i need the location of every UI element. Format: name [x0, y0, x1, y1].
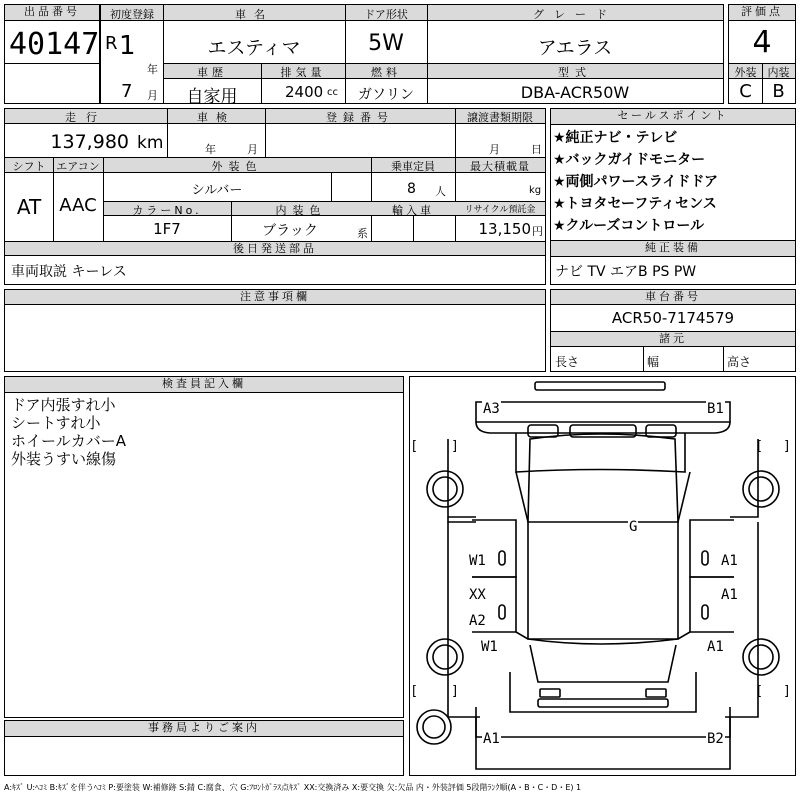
exterior-label: 外装: [734, 66, 757, 79]
sales-point-item: ★純正ナビ・テレビ: [553, 130, 678, 146]
inspector-note: ドア内張すれ小: [11, 396, 116, 414]
chassis-number: ACR50-7174579: [611, 309, 735, 327]
interior-label: 内装: [767, 66, 790, 79]
length-label: 長さ: [555, 355, 580, 369]
chassis-block: [550, 289, 796, 372]
int-color-label: 内装色: [275, 204, 327, 217]
car-name-label: 車名: [235, 8, 273, 21]
capacity-label: 乗車定員: [391, 160, 435, 173]
grade: アエラス: [537, 37, 613, 59]
first-reg-label: 初度登録: [110, 8, 154, 21]
score: 4: [752, 25, 772, 60]
capacity: 8: [407, 181, 416, 197]
sales-point-item: ★バックガイドモニター: [553, 152, 706, 168]
month-unit: 月: [147, 89, 158, 102]
insp-year-unit: 年: [205, 143, 216, 156]
recycle-unit: 円: [532, 225, 543, 238]
damage-mark: XX: [469, 587, 486, 603]
bracket-left-bottom-r: [: [757, 684, 763, 699]
inspector-label: 検査員記入欄: [5, 377, 403, 393]
damage-mark: W1: [481, 639, 498, 655]
inspector-note: 外装うすい線傷: [11, 450, 117, 468]
mileage: 137,980: [50, 131, 129, 153]
damage-mark: B1: [707, 401, 724, 417]
sales-point-item: ★トヨタセーフティセンス: [553, 196, 717, 212]
history: 自家用: [186, 87, 238, 107]
lot-info-block: [4, 4, 100, 104]
genuine-equipment-text: ナビ TV エアB PS PW: [555, 264, 697, 280]
sales-points-label: セールスポイント: [551, 109, 795, 125]
later-parts-label: 後日発送部品: [5, 242, 545, 256]
car-outline-diagram: [410, 377, 795, 775]
notes-block: [4, 289, 546, 372]
transfer-label: 譲渡書類期限: [467, 111, 533, 124]
recycle-label: リサイクル預託金: [464, 205, 536, 215]
lot-number: 40147: [9, 27, 100, 62]
grade-label: グレード: [533, 8, 617, 21]
damage-mark: A1: [721, 553, 738, 569]
color-no-label: カラーNo.: [132, 204, 202, 217]
damage-mark: B2: [707, 731, 724, 747]
damage-mark: A1: [483, 731, 500, 747]
damage-mark: G: [629, 519, 638, 535]
recycle-fee: 13,150: [478, 220, 531, 238]
score-label: 評価点: [729, 5, 795, 21]
notes-label: 注意事項欄: [5, 290, 545, 305]
damage-mark: A3: [483, 401, 500, 417]
color-no: 1F7: [153, 220, 181, 238]
sales-point-item: ★両側パワースライドドア: [553, 174, 719, 190]
damage-mark: A1: [707, 639, 724, 655]
shift-type: AT: [16, 195, 42, 219]
mileage-unit: km: [137, 133, 164, 153]
inspector-note: ホイールカバーA: [11, 432, 126, 450]
displacement-label: 排気量: [280, 66, 326, 79]
genuine-equipment-block: [550, 240, 796, 285]
bracket-left-top-r: [: [757, 439, 763, 454]
office-block: [4, 720, 404, 776]
damage-diagram: [409, 376, 796, 776]
door-label: ドア形状: [364, 8, 408, 21]
mileage-label: 走行: [65, 111, 107, 124]
later-parts-block: [4, 255, 546, 285]
ext-color: シルバー: [191, 183, 243, 198]
first-reg-month: 7: [121, 81, 133, 102]
genuine-equipment-label: 純正装備: [551, 241, 795, 257]
year-unit: 年: [147, 63, 158, 76]
fuel: ガソリン: [358, 87, 414, 103]
interior-grade: B: [772, 81, 785, 102]
ext-color-label: 外装色: [211, 160, 263, 173]
door-type: 5W: [368, 31, 404, 56]
first-reg-year: 1: [119, 31, 136, 61]
displacement-unit: cc: [327, 87, 338, 98]
import-label: 輸入車: [392, 204, 434, 217]
sales-points-block: [550, 108, 796, 241]
era: R: [105, 33, 118, 54]
inspector-block: [4, 376, 404, 718]
reg-no-label: 登録番号: [326, 111, 394, 124]
transfer-month-unit: 月: [489, 143, 500, 156]
bracket-left-bottom: [: [412, 684, 418, 699]
chassis-label: 車台番号: [551, 290, 795, 305]
int-color-unit: 系: [357, 227, 368, 240]
int-color: ブラック: [262, 223, 318, 239]
capacity-unit: 人: [435, 185, 446, 198]
ac-type: AAC: [59, 195, 97, 216]
width-label: 幅: [647, 355, 660, 369]
inspection-label: 車検: [197, 111, 235, 124]
damage-mark: W1: [469, 553, 486, 569]
damage-legend: A:ｷｽﾞ U:ﾍｺﾐ B:ｷｽﾞを伴うﾍｺﾐ P:要塗装 W:補修跡 S:錆 C:腐食、穴 G:ﾌﾛﾝﾄｶﾞﾗｽ点ｷｽﾞ XX:交換済み X:要交換 欠:欠品 内・外装評価 5段階ﾗﾝｸ順(A・B・C・D・E) 1: [4, 783, 582, 792]
bracket-left-top: [: [412, 439, 418, 454]
dimensions-label: 諸元: [551, 332, 795, 347]
bracket-right-bottom: ]: [452, 684, 458, 699]
fuel-label: 燃料: [371, 66, 401, 79]
bracket-right-top: ]: [452, 439, 458, 454]
main-info-block: [100, 4, 724, 107]
model-code: DBA-ACR50W: [520, 83, 630, 102]
later-parts-text: 車両取説 キーレス: [11, 264, 127, 280]
transfer-day-unit: 日: [531, 143, 542, 156]
damage-mark: A1: [721, 587, 738, 603]
damage-mark: A2: [469, 613, 486, 629]
insp-month-unit: 月: [247, 143, 258, 156]
displacement: 2400: [285, 83, 324, 101]
model-label: 型式: [558, 66, 592, 79]
shift-label: シフト: [12, 160, 46, 173]
bracket-right-bottom-r: ]: [784, 684, 790, 699]
max-load-label: 最大積載量: [470, 160, 530, 173]
height-label: 高さ: [727, 355, 752, 369]
exterior-grade: C: [739, 81, 752, 102]
history-label: 車歴: [197, 66, 227, 79]
inspector-note: シートすれ小: [11, 414, 101, 432]
vehicle-details-block: [4, 108, 546, 256]
sales-point-item: ★クルーズコントロール: [553, 218, 705, 234]
max-load-unit: kg: [529, 185, 542, 196]
car-name: エスティマ: [207, 37, 301, 59]
bracket-right-top-r: ]: [784, 439, 790, 454]
score-block: [728, 4, 796, 104]
lot-no-label: 出品番号: [5, 5, 99, 21]
office-label: 事務局よりご案内: [5, 721, 403, 737]
ac-label: エアコン: [56, 160, 100, 173]
